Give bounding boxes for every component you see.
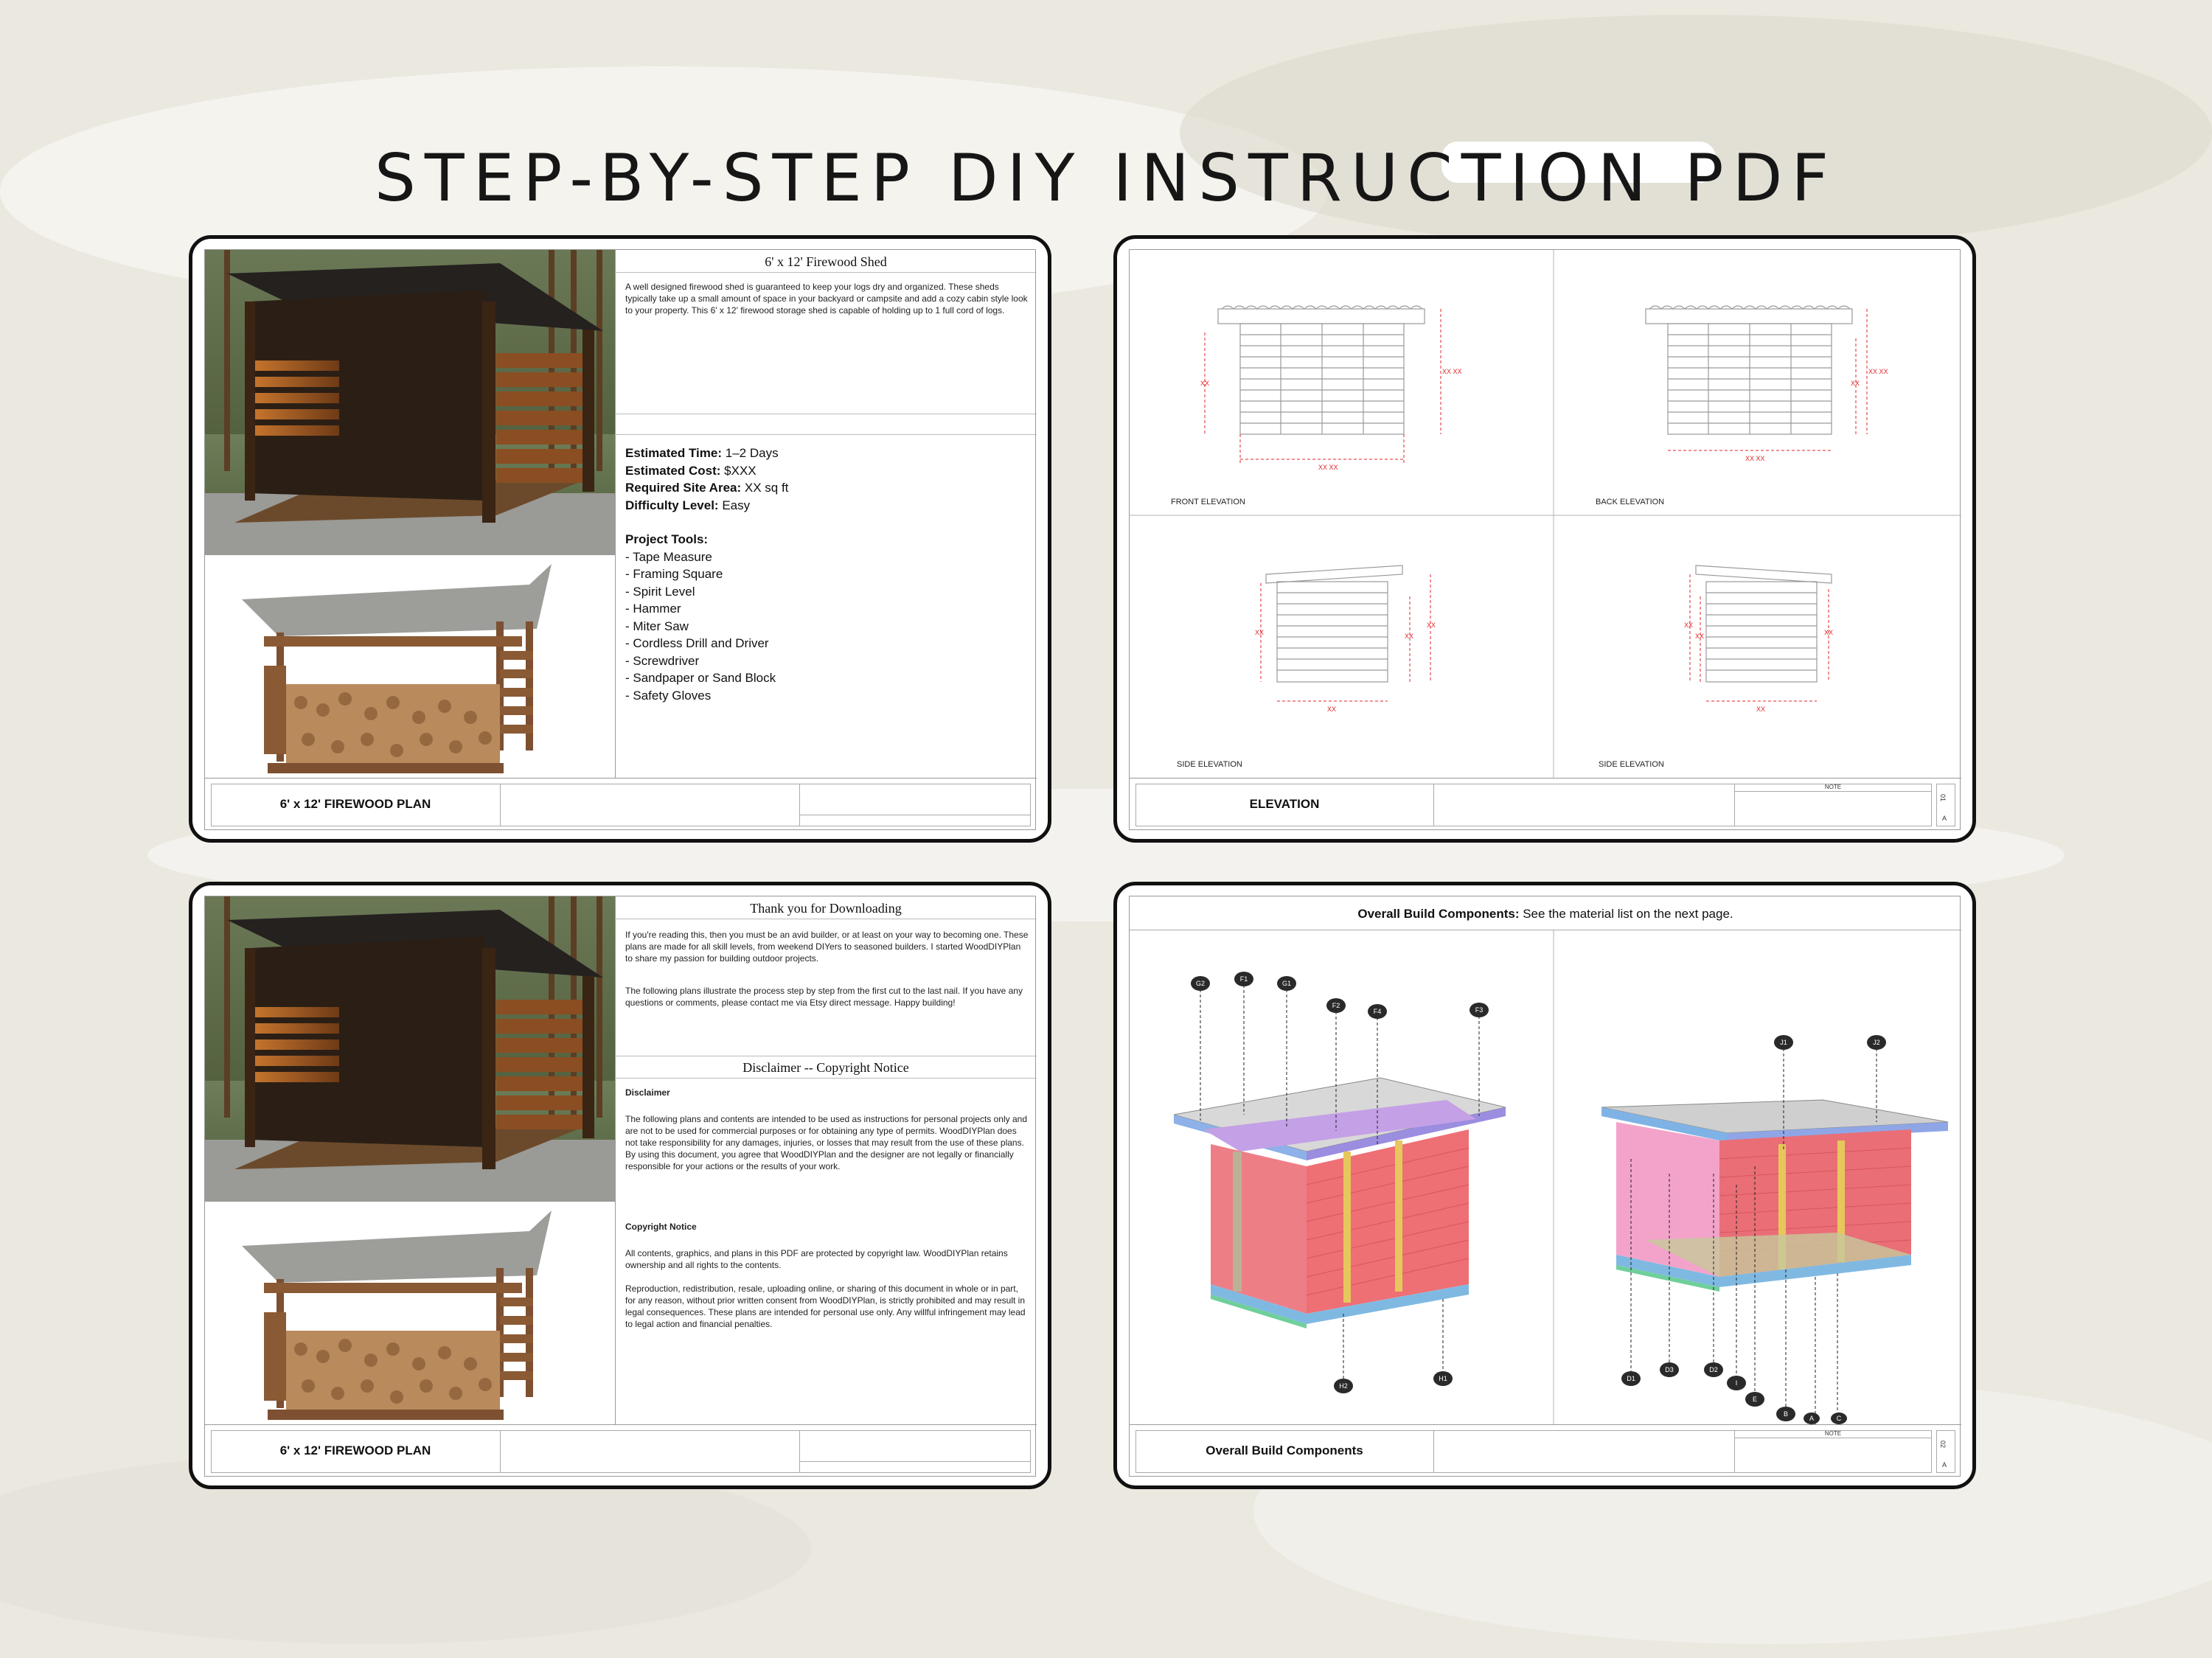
tag-f1 (1234, 972, 1253, 986)
svg-text:XX XX: XX XX (1868, 368, 1888, 375)
svg-text:XX XX: XX XX (1745, 455, 1765, 462)
svg-text:F2: F2 (1332, 1002, 1340, 1009)
side-elevation-drawing-left (1266, 565, 1402, 682)
footer-title: ELEVATION (1249, 797, 1320, 811)
svg-text:F3: F3 (1475, 1006, 1484, 1014)
tag-h2 (1334, 1379, 1353, 1393)
svg-text:F4: F4 (1373, 1008, 1382, 1015)
svg-text:C: C (1836, 1415, 1842, 1422)
sheet-number: 02 (1939, 1440, 1947, 1449)
copyright-text-1: All contents, graphics, and plans in this PDF are protected by copyright law. WoodDIYPlan retains ownership and all rights to the contents. (625, 1248, 1008, 1270)
tool-item: - Hammer (625, 602, 681, 616)
tag-i (1727, 1376, 1746, 1390)
components-header: Overall Build Components: See the material list on the next page. (1130, 896, 1961, 930)
tag-g2 (1191, 976, 1210, 991)
footer-title: Overall Build Components (1206, 1443, 1363, 1457)
page-preview-components (1113, 882, 1976, 1489)
svg-text:XX: XX (1405, 633, 1414, 640)
svg-text:D3: D3 (1665, 1366, 1674, 1373)
tag-d3 (1660, 1362, 1679, 1377)
revision-label: A (1942, 815, 1947, 822)
svg-text:XX: XX (1427, 621, 1436, 629)
page-preview-cover (189, 235, 1051, 843)
thanks-paragraph-1: If you're reading this, then you must be an avid builder, or at least on your way to becoming one. These plans are made for all skill levels, from weekend DIYers to seasoned builders. I started WoodDIYPlan to share my passion for building outdoor projects. (625, 930, 1029, 964)
page-preview-elevation (1113, 235, 1976, 843)
svg-text:XX: XX (1851, 380, 1860, 387)
thanks-title: Thank you for Downloading (750, 901, 902, 916)
tag-d1 (1621, 1371, 1641, 1386)
elevation-drawings (1130, 250, 1961, 778)
sheet-frame (204, 896, 1036, 1477)
copyright-heading: Copyright Notice (625, 1222, 697, 1232)
svg-text:H1: H1 (1439, 1375, 1447, 1382)
sheet-frame (1129, 896, 1961, 1477)
disclaimer-text: The following plans and contents are intended to be used as instructions for personal projects only and are not to be used for commercial purposes or for obtaining any type of permits. WoodDIYPlan does not take responsibility for any damages, injuries, or losses that may result from the use of these plans. By using this document, you agree that WoodDIYPlan and the designer are not legally or financially responsible for your actions or the results of your work. (625, 1114, 1028, 1171)
tag-d2 (1704, 1362, 1723, 1377)
footer-title: 6' x 12' FIREWOOD PLAN (279, 797, 431, 811)
svg-text:G1: G1 (1281, 980, 1292, 987)
svg-text:XX: XX (1255, 629, 1265, 636)
sheet-number: 01 (1939, 793, 1947, 802)
shed-photo (205, 250, 615, 555)
tag-g1 (1277, 976, 1296, 991)
page-heading: STEP-BY-STEP DIY INSTRUCTION PDF (375, 140, 1837, 216)
component-tags (1130, 930, 1961, 1424)
note-label: NOTE (1824, 1430, 1842, 1437)
side-elevation-drawing-right (1696, 565, 1832, 682)
disclaimer-heading: Disclaimer (625, 1087, 670, 1098)
intro-text: A well designed firewood shed is guaranteed to keep your logs dry and organized. These sheds typically take up a small amount of space in your backyard or campsite and add a cozy cabin style look to your property. This 6' x 12' firewood storage shed is capable of holding up to 1 full cord of logs. (625, 282, 1028, 316)
spec-area: Required Site Area: XX sq ft (625, 481, 789, 495)
svg-text:J1: J1 (1780, 1039, 1787, 1046)
svg-text:XX XX: XX XX (1318, 464, 1338, 471)
svg-text:G2: G2 (1195, 980, 1206, 987)
svg-text:D1: D1 (1627, 1375, 1635, 1382)
label-side-elevation: SIDE ELEVATION (1599, 760, 1664, 769)
shed-render (234, 1209, 559, 1430)
label-front-elevation: FRONT ELEVATION (1171, 498, 1245, 506)
svg-text:E: E (1752, 1396, 1758, 1403)
front-elevation-drawing (1218, 306, 1425, 434)
spec-time: Estimated Time: 1–2 Days (625, 446, 779, 460)
tag-a (1804, 1413, 1820, 1424)
thanks-paragraph-2: The following plans illustrate the process step by step from the first cut to the last nail. If you have any questions or comments, please contact me via Etsy direct message. Happy building! (625, 986, 1023, 1008)
tool-item: - Sandpaper or Sand Block (625, 671, 776, 685)
tool-item: - Screwdriver (625, 653, 700, 668)
tool-item: - Safety Gloves (625, 688, 712, 703)
revision-label: A (1942, 1461, 1947, 1469)
tag-f4 (1368, 1004, 1387, 1019)
svg-text:XX: XX (1695, 633, 1705, 640)
svg-text:H2: H2 (1339, 1382, 1348, 1390)
tool-item: - Cordless Drill and Driver (625, 636, 769, 650)
shed-render (234, 562, 559, 784)
svg-text:XX: XX (1824, 629, 1834, 636)
label-back-elevation: BACK ELEVATION (1596, 498, 1665, 506)
tools-heading: Project Tools: (625, 532, 709, 546)
dimension-labels (1200, 368, 1888, 713)
svg-text:XX XX: XX XX (1442, 368, 1462, 375)
svg-text:A: A (1809, 1415, 1815, 1422)
project-specs (625, 445, 1023, 704)
tool-item: - Miter Saw (625, 619, 689, 633)
svg-text:F1: F1 (1239, 975, 1248, 983)
svg-text:J2: J2 (1873, 1039, 1880, 1046)
tag-e (1745, 1392, 1764, 1407)
label-side-elevation: SIDE ELEVATION (1177, 760, 1242, 769)
page-preview-notice (189, 882, 1051, 1489)
sheet-title: 6' x 12' Firewood Shed (765, 254, 887, 269)
tag-j2 (1867, 1035, 1886, 1050)
spec-cost: Estimated Cost: $XXX (625, 463, 757, 478)
svg-text:XX: XX (1200, 380, 1210, 387)
copyright-text-2: Reproduction, redistribution, resale, uploading online, or sharing of this document in whole or in part, for any reason, without prior written consent from WoodDIYPlan, is strictly prohibited and may result in legal consequences. These plans are intended for personal use only. Any willful infringement may lead to legal action and financial penalties. (625, 1283, 1026, 1329)
note-label: NOTE (1824, 784, 1842, 790)
spec-difficulty: Difficulty Level: Easy (625, 498, 751, 512)
disclaimer-title: Disclaimer -- Copyright Notice (742, 1060, 909, 1075)
tool-item: - Tape Measure (625, 549, 712, 564)
tool-item: - Spirit Level (625, 584, 695, 599)
tag-f3 (1470, 1003, 1489, 1017)
tag-j1 (1774, 1035, 1793, 1050)
tag-h1 (1433, 1371, 1453, 1386)
svg-text:XX: XX (1684, 621, 1694, 629)
tag-b (1776, 1407, 1795, 1421)
svg-text:I: I (1735, 1379, 1738, 1387)
svg-text:B: B (1783, 1410, 1789, 1418)
svg-text:XX: XX (1327, 706, 1337, 713)
shed-photo (205, 896, 615, 1202)
tag-f2 (1326, 998, 1346, 1013)
tag-c (1831, 1413, 1847, 1424)
back-elevation-drawing (1646, 306, 1852, 434)
sheet-frame (204, 249, 1036, 830)
svg-text:D2: D2 (1709, 1366, 1718, 1373)
sheet-frame (1129, 249, 1961, 830)
footer-title: 6' x 12' FIREWOOD PLAN (279, 1443, 431, 1457)
svg-text:XX: XX (1756, 706, 1766, 713)
tool-item: - Framing Square (625, 567, 723, 581)
